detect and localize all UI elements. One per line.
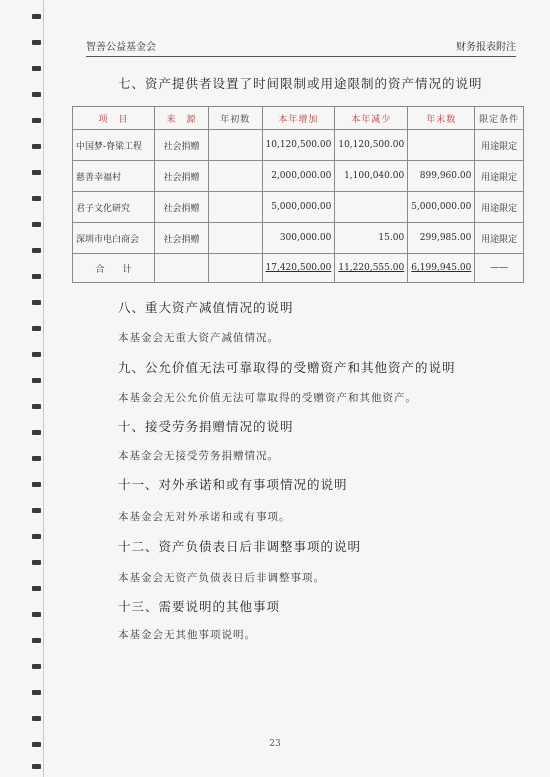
table-row bbox=[73, 161, 524, 192]
section-13-text: 本基金会无其他事项说明。 bbox=[118, 629, 256, 641]
section-11-title: 十一、对外承诺和或有事项情况的说明 bbox=[118, 477, 348, 492]
cell-decrease: 15.00 bbox=[335, 223, 408, 254]
binding-hole bbox=[32, 612, 41, 617]
cell-item: 慈善幸福村 bbox=[73, 161, 155, 192]
cell-end: 5,000,000.00 bbox=[408, 192, 475, 223]
section-8-title: 八、重大资产减值情况的说明 bbox=[118, 300, 294, 315]
binding-hole bbox=[32, 300, 41, 305]
cell-source: 社会捐赠 bbox=[155, 130, 209, 161]
binding-hole bbox=[32, 248, 41, 253]
cell-begin bbox=[208, 223, 262, 254]
cell-item: 深圳市电白商会 bbox=[73, 223, 155, 254]
binding-hole bbox=[32, 274, 41, 279]
binding-hole bbox=[32, 430, 41, 435]
binding-hole bbox=[32, 222, 41, 227]
cell-increase: 10,120,500.00 bbox=[262, 130, 335, 161]
table-row bbox=[73, 192, 524, 223]
binding-hole bbox=[32, 664, 41, 669]
binding-hole bbox=[32, 404, 41, 409]
col-header-condition: 限定条件 bbox=[475, 107, 524, 130]
col-header-source: 来 源 bbox=[155, 107, 209, 130]
cell-begin bbox=[208, 192, 262, 223]
header-org-name: 智善公益基金会 bbox=[86, 42, 156, 53]
section-10-title: 十、接受劳务捐赠情况的说明 bbox=[118, 419, 294, 434]
col-header-item: 项 目 bbox=[73, 107, 155, 130]
cell-condition: 用途限定 bbox=[475, 161, 524, 192]
section-8-text: 本基金会无重大资产减值情况。 bbox=[118, 332, 279, 344]
binding-hole bbox=[32, 92, 41, 97]
section-7-title: 七、资产提供者设置了时间限制或用途限制的资产情况的说明 bbox=[118, 76, 483, 91]
binding-hole bbox=[32, 118, 41, 123]
cell-begin bbox=[208, 130, 262, 161]
binding-hole bbox=[32, 508, 41, 513]
binding-hole bbox=[32, 196, 41, 201]
cell-condition: 用途限定 bbox=[475, 130, 524, 161]
section-10-text: 本基金会无接受劳务捐赠情况。 bbox=[118, 450, 279, 462]
cell-end bbox=[408, 130, 475, 161]
section-9-text: 本基金会无公允价值无法可靠取得的受赠资产和其他资产。 bbox=[118, 392, 417, 404]
page-number: 23 bbox=[269, 739, 281, 749]
cell-increase: 5,000,000.00 bbox=[262, 192, 335, 223]
cell-begin bbox=[208, 254, 262, 283]
section-12-title: 十二、资产负债表日后非调整事项的说明 bbox=[118, 539, 362, 554]
cell-condition: 用途限定 bbox=[475, 223, 524, 254]
binding-hole bbox=[32, 40, 41, 45]
table-header-row bbox=[73, 107, 524, 130]
section-11-text: 本基金会无对外承诺和或有事项。 bbox=[118, 511, 291, 523]
section-13-title: 十三、需要说明的其他事项 bbox=[118, 599, 281, 614]
binding-hole bbox=[32, 456, 41, 461]
binding-hole bbox=[32, 378, 41, 383]
section-9-title: 九、公允价值无法可靠取得的受赠资产和其他资产的说明 bbox=[118, 360, 456, 375]
total-increase: 17,420,500.00 bbox=[262, 254, 335, 283]
total-label: 合 计 bbox=[73, 254, 155, 283]
header-doc-title: 财务报表附注 bbox=[456, 42, 516, 53]
binding-hole bbox=[32, 352, 41, 357]
total-decrease: 11,220,555.00 bbox=[335, 254, 408, 283]
section-12-text: 本基金会无资产负债表日后非调整事项。 bbox=[118, 572, 325, 584]
col-header-increase: 本年增加 bbox=[262, 107, 335, 130]
binding-hole bbox=[32, 534, 41, 539]
binding-hole bbox=[32, 560, 41, 565]
total-condition: —— bbox=[475, 254, 524, 283]
binding-hole bbox=[32, 638, 41, 643]
cell-end: 899,960.00 bbox=[408, 161, 475, 192]
binding-hole bbox=[32, 690, 41, 695]
total-end: 6,199,945.00 bbox=[408, 254, 475, 283]
restricted-assets-table bbox=[72, 106, 524, 283]
cell-increase: 2,000,000.00 bbox=[262, 161, 335, 192]
binding-hole bbox=[32, 764, 41, 769]
cell-source: 社会捐赠 bbox=[155, 223, 209, 254]
table-row bbox=[73, 223, 524, 254]
binding-hole bbox=[32, 170, 41, 175]
col-header-end: 年末数 bbox=[408, 107, 475, 130]
page-header bbox=[86, 40, 516, 57]
cell-item: 中国梦-脊梁工程 bbox=[73, 130, 155, 161]
cell-item: 君子文化研究 bbox=[73, 192, 155, 223]
binding-hole bbox=[32, 144, 41, 149]
binding-hole bbox=[32, 716, 41, 721]
binding-hole bbox=[32, 14, 41, 19]
cell-decrease bbox=[335, 192, 408, 223]
binding-edge bbox=[0, 0, 44, 777]
cell-decrease: 10,120,500.00 bbox=[335, 130, 408, 161]
table-row bbox=[73, 130, 524, 161]
table-total-row bbox=[73, 254, 524, 283]
binding-hole bbox=[32, 326, 41, 331]
cell-decrease: 1,100,040.00 bbox=[335, 161, 408, 192]
binding-hole bbox=[32, 586, 41, 591]
cell-source: 社会捐赠 bbox=[155, 161, 209, 192]
binding-hole bbox=[32, 66, 41, 71]
cell-increase: 300,000.00 bbox=[262, 223, 335, 254]
col-header-begin: 年初数 bbox=[208, 107, 262, 130]
binding-hole bbox=[32, 482, 41, 487]
cell-source: 社会捐赠 bbox=[155, 192, 209, 223]
cell-condition: 用途限定 bbox=[475, 192, 524, 223]
cell-end: 299,985.00 bbox=[408, 223, 475, 254]
col-header-decrease: 本年减少 bbox=[335, 107, 408, 130]
cell-begin bbox=[208, 161, 262, 192]
binding-line bbox=[43, 0, 44, 777]
cell-source bbox=[155, 254, 209, 283]
